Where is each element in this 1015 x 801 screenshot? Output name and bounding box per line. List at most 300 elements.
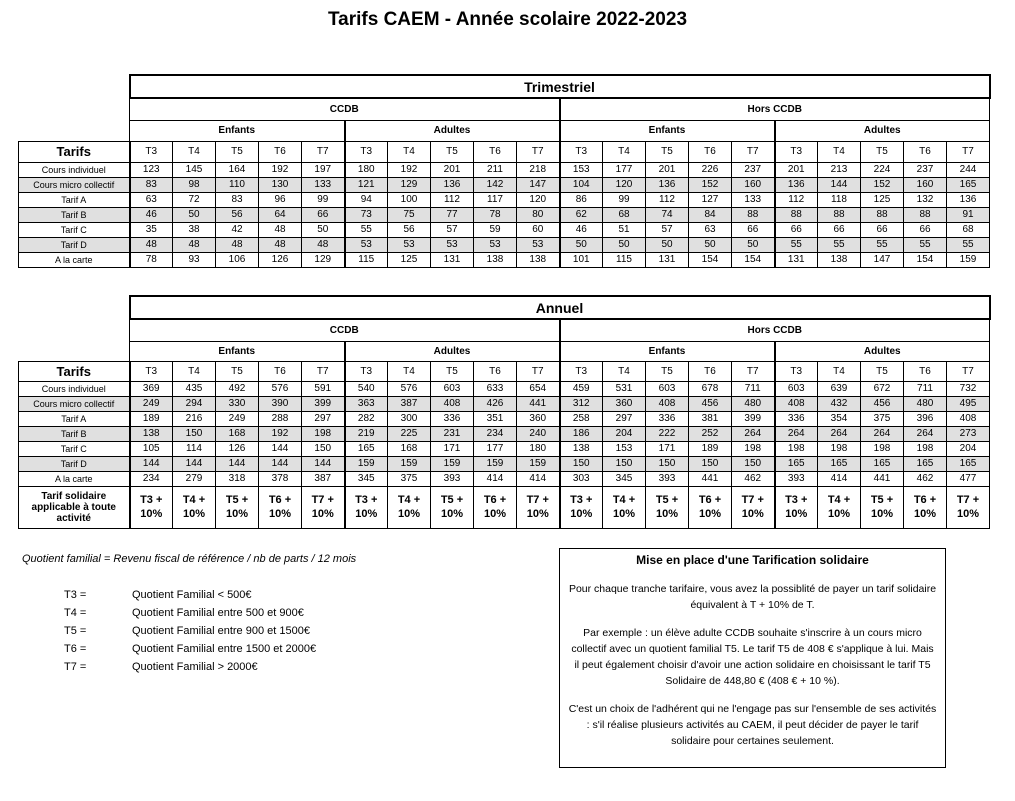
price-cell: 264 [818, 426, 861, 441]
price-cell: 345 [345, 471, 388, 486]
solidaire-cell: T5 + 10% [646, 486, 689, 528]
price-cell: 282 [345, 411, 388, 426]
price-cell: 177 [474, 441, 517, 456]
price-cell: 336 [646, 411, 689, 426]
price-cell: 104 [560, 177, 603, 192]
period-row [19, 75, 990, 98]
price-cell: 88 [775, 207, 818, 222]
price-cell: 50 [560, 237, 603, 252]
tranche-header: T4 [173, 361, 216, 381]
price-cell: 237 [904, 162, 947, 177]
tranche-header: T4 [388, 361, 431, 381]
price-cell: 112 [775, 192, 818, 207]
price-cell: 96 [259, 192, 302, 207]
price-cell: 64 [259, 207, 302, 222]
price-cell: 381 [689, 411, 732, 426]
price-cell: 72 [173, 192, 216, 207]
price-cell: 55 [947, 237, 990, 252]
price-cell: 297 [603, 411, 646, 426]
price-cell: 165 [775, 456, 818, 471]
tranche-header: T6 [259, 141, 302, 162]
price-cell: 125 [861, 192, 904, 207]
price-cell: 48 [216, 237, 259, 252]
price-cell: 165 [345, 441, 388, 456]
solidaire-cell: T3 + 10% [345, 486, 388, 528]
tranche-header: T3 [560, 141, 603, 162]
row-label: Cours micro collectif [19, 177, 130, 192]
tranche-header: T4 [603, 141, 646, 162]
price-cell: 495 [947, 396, 990, 411]
price-cell: 192 [388, 162, 431, 177]
solidaire-paragraph: C'est un choix de l'adhérent qui ne l'engage pas sur l'ensemble de ses activités : s'il réalise plusieurs activités au CAEM, il peut décider de payer le tarif solidaire pour certaines seulement. [568, 703, 937, 747]
price-cell: 120 [603, 177, 646, 192]
table-annuel [18, 295, 991, 529]
price-cell: 354 [818, 411, 861, 426]
solidaire-cell: T3 + 10% [130, 486, 173, 528]
price-cell: 456 [689, 396, 732, 411]
solidaire-cell: T6 + 10% [689, 486, 732, 528]
quotient-code: T7 = [64, 661, 87, 673]
quotient-row-t4 [64, 607, 316, 625]
price-cell: 136 [646, 177, 689, 192]
group-row [19, 120, 990, 141]
tranche-header: T7 [947, 141, 990, 162]
price-cell: 66 [818, 222, 861, 237]
price-cell: 150 [689, 456, 732, 471]
price-cell: 55 [345, 222, 388, 237]
tranche-header: T6 [689, 361, 732, 381]
tranche-header: T7 [517, 361, 560, 381]
price-cell: 50 [173, 207, 216, 222]
price-cell: 244 [947, 162, 990, 177]
price-cell: 198 [775, 441, 818, 456]
price-cell: 171 [646, 441, 689, 456]
price-cell: 186 [560, 426, 603, 441]
price-cell: 441 [689, 471, 732, 486]
price-cell: 531 [603, 381, 646, 396]
solidaire-info-box [559, 548, 946, 768]
price-cell: 678 [689, 381, 732, 396]
price-cell: 408 [947, 411, 990, 426]
price-cell: 50 [302, 222, 345, 237]
price-cell: 336 [431, 411, 474, 426]
price-cell: 192 [259, 162, 302, 177]
price-cell: 369 [130, 381, 173, 396]
price-cell: 414 [474, 471, 517, 486]
price-cell: 154 [904, 252, 947, 267]
price-cell: 144 [302, 456, 345, 471]
blank-cell [19, 75, 130, 98]
price-cell: 127 [689, 192, 732, 207]
period-row [19, 296, 990, 319]
price-cell: 165 [947, 456, 990, 471]
price-cell: 75 [388, 207, 431, 222]
price-cell: 378 [259, 471, 302, 486]
solidaire-cell: T3 + 10% [560, 486, 603, 528]
price-cell: 462 [904, 471, 947, 486]
row-label: A la carte [19, 252, 130, 267]
tariff-row [19, 471, 990, 486]
price-cell: 144 [173, 456, 216, 471]
price-cell: 177 [603, 162, 646, 177]
tariff-row [19, 426, 990, 441]
price-cell: 345 [603, 471, 646, 486]
price-cell: 50 [732, 237, 775, 252]
price-cell: 66 [775, 222, 818, 237]
quotient-row-t3 [64, 589, 316, 607]
price-cell: 94 [345, 192, 388, 207]
price-cell: 264 [775, 426, 818, 441]
price-cell: 68 [947, 222, 990, 237]
price-cell: 88 [732, 207, 775, 222]
price-cell: 441 [861, 471, 904, 486]
price-cell: 86 [560, 192, 603, 207]
price-cell: 201 [646, 162, 689, 177]
price-cell: 387 [302, 471, 345, 486]
price-cell: 330 [216, 396, 259, 411]
price-cell: 35 [130, 222, 173, 237]
price-cell: 435 [173, 381, 216, 396]
price-cell: 399 [732, 411, 775, 426]
blank-cell [19, 341, 130, 361]
price-cell: 99 [302, 192, 345, 207]
tranche-header: T7 [947, 361, 990, 381]
price-cell: 164 [216, 162, 259, 177]
price-cell: 160 [732, 177, 775, 192]
quotient-text: Quotient Familial < 500€ [132, 589, 252, 601]
price-cell: 198 [818, 441, 861, 456]
price-cell: 129 [302, 252, 345, 267]
price-cell: 60 [517, 222, 560, 237]
row-label: Tarif C [19, 222, 130, 237]
row-label: Tarif B [19, 426, 130, 441]
row-label: Cours individuel [19, 162, 130, 177]
solidaire-cell: T4 + 10% [388, 486, 431, 528]
price-cell: 142 [474, 177, 517, 192]
price-cell: 114 [173, 441, 216, 456]
price-cell: 336 [775, 411, 818, 426]
quotient-row-t5 [64, 625, 316, 643]
price-cell: 152 [861, 177, 904, 192]
price-cell: 591 [302, 381, 345, 396]
tariff-row [19, 192, 990, 207]
tranche-row [19, 141, 990, 162]
tranche-header: T3 [345, 361, 388, 381]
price-cell: 99 [603, 192, 646, 207]
price-cell: 125 [388, 252, 431, 267]
solidaire-title: Mise en place d'une Tarification solidaire [636, 553, 869, 567]
group-header: Enfants [560, 341, 775, 361]
tranche-header: T6 [904, 141, 947, 162]
price-cell: 264 [732, 426, 775, 441]
price-cell: 152 [689, 177, 732, 192]
tranche-header: T7 [732, 361, 775, 381]
tranche-header: T5 [861, 141, 904, 162]
quotient-text: Quotient Familial entre 900 et 1500€ [132, 625, 310, 637]
price-cell: 603 [775, 381, 818, 396]
price-cell: 204 [603, 426, 646, 441]
tranche-header: T4 [818, 361, 861, 381]
price-cell: 231 [431, 426, 474, 441]
price-cell: 66 [904, 222, 947, 237]
solidaire-cell: T7 + 10% [302, 486, 345, 528]
price-cell: 48 [259, 237, 302, 252]
price-cell: 160 [904, 177, 947, 192]
group-header: Enfants [130, 120, 345, 141]
price-cell: 46 [130, 207, 173, 222]
tariff-row [19, 207, 990, 222]
quotient-text: Quotient Familial entre 1500 et 2000€ [132, 643, 317, 655]
price-cell: 297 [302, 411, 345, 426]
row-label: Cours micro collectif [19, 396, 130, 411]
price-cell: 131 [646, 252, 689, 267]
price-cell: 88 [861, 207, 904, 222]
price-cell: 603 [646, 381, 689, 396]
tarifs-header: Tarifs [19, 361, 130, 381]
price-cell: 150 [732, 456, 775, 471]
price-cell: 136 [947, 192, 990, 207]
price-cell: 408 [646, 396, 689, 411]
price-cell: 351 [474, 411, 517, 426]
price-cell: 273 [947, 426, 990, 441]
price-cell: 53 [431, 237, 474, 252]
price-cell: 55 [818, 237, 861, 252]
price-cell: 211 [474, 162, 517, 177]
price-cell: 387 [388, 396, 431, 411]
row-label: Tarif D [19, 237, 130, 252]
price-cell: 144 [818, 177, 861, 192]
price-cell: 136 [775, 177, 818, 192]
price-cell: 48 [302, 237, 345, 252]
price-cell: 264 [904, 426, 947, 441]
tariff-row [19, 222, 990, 237]
quotient-code: T4 = [64, 607, 87, 619]
row-label: Tarif A [19, 192, 130, 207]
blank-cell [19, 98, 130, 120]
group-header: Adultes [775, 341, 990, 361]
price-cell: 159 [345, 456, 388, 471]
group-header: Adultes [775, 120, 990, 141]
solidaire-cell: T6 + 10% [474, 486, 517, 528]
price-cell: 198 [861, 441, 904, 456]
solidaire-cell: T7 + 10% [732, 486, 775, 528]
price-cell: 150 [603, 456, 646, 471]
price-cell: 110 [216, 177, 259, 192]
price-cell: 53 [345, 237, 388, 252]
blank-cell [19, 319, 130, 341]
price-cell: 126 [259, 252, 302, 267]
price-cell: 53 [388, 237, 431, 252]
price-cell: 154 [689, 252, 732, 267]
price-cell: 153 [603, 441, 646, 456]
tariff-row [19, 441, 990, 456]
price-cell: 55 [775, 237, 818, 252]
tranche-header: T3 [560, 361, 603, 381]
price-cell: 603 [431, 381, 474, 396]
price-cell: 390 [259, 396, 302, 411]
price-cell: 120 [517, 192, 560, 207]
tranche-header: T5 [216, 361, 259, 381]
price-cell: 80 [517, 207, 560, 222]
price-cell: 133 [302, 177, 345, 192]
price-cell: 83 [130, 177, 173, 192]
price-cell: 633 [474, 381, 517, 396]
price-cell: 129 [388, 177, 431, 192]
quotient-text: Quotient Familial > 2000€ [132, 661, 258, 673]
price-cell: 55 [861, 237, 904, 252]
price-cell: 576 [259, 381, 302, 396]
price-cell: 132 [904, 192, 947, 207]
tranche-header: T7 [302, 361, 345, 381]
price-cell: 101 [560, 252, 603, 267]
tranche-header: T3 [130, 361, 173, 381]
price-cell: 57 [431, 222, 474, 237]
price-cell: 62 [560, 207, 603, 222]
price-cell: 68 [603, 207, 646, 222]
group-header: Adultes [345, 341, 560, 361]
page-title: Tarifs CAEM - Année scolaire 2022-2023 [327, 9, 688, 30]
price-cell: 219 [345, 426, 388, 441]
price-cell: 159 [388, 456, 431, 471]
price-cell: 303 [560, 471, 603, 486]
price-cell: 375 [388, 471, 431, 486]
price-cell: 48 [259, 222, 302, 237]
price-cell: 150 [302, 441, 345, 456]
table-trimestriel [18, 74, 991, 268]
quotient-row-t7 [64, 661, 316, 679]
price-cell: 88 [904, 207, 947, 222]
price-cell: 540 [345, 381, 388, 396]
price-cell: 63 [689, 222, 732, 237]
row-label: A la carte [19, 471, 130, 486]
price-cell: 57 [646, 222, 689, 237]
quotient-code: T3 = [64, 589, 87, 601]
quotient-list [64, 589, 316, 679]
solidaire-paragraph: Pour chaque tranche tarifaire, vous avez la possiblité de payer un tarif solidaire équivalent à T + 10% de T. [568, 583, 937, 611]
group-row [19, 341, 990, 361]
price-cell: 165 [904, 456, 947, 471]
price-cell: 165 [861, 456, 904, 471]
price-cell: 252 [689, 426, 732, 441]
price-cell: 672 [861, 381, 904, 396]
solidaire-cell: T3 + 10% [775, 486, 818, 528]
price-cell: 237 [732, 162, 775, 177]
price-cell: 249 [130, 396, 173, 411]
tariff-row [19, 456, 990, 471]
price-cell: 201 [431, 162, 474, 177]
zone-header: Hors CCDB [560, 319, 990, 341]
price-cell: 168 [216, 426, 259, 441]
price-cell: 456 [861, 396, 904, 411]
price-cell: 117 [474, 192, 517, 207]
price-cell: 396 [904, 411, 947, 426]
price-cell: 91 [947, 207, 990, 222]
price-cell: 56 [216, 207, 259, 222]
price-cell: 138 [818, 252, 861, 267]
price-cell: 225 [388, 426, 431, 441]
tranche-header: T7 [732, 141, 775, 162]
price-cell: 224 [861, 162, 904, 177]
price-cell: 66 [732, 222, 775, 237]
price-cell: 576 [388, 381, 431, 396]
price-cell: 414 [818, 471, 861, 486]
price-cell: 165 [947, 177, 990, 192]
tranche-header: T3 [775, 141, 818, 162]
tranche-header: T5 [861, 361, 904, 381]
price-cell: 375 [861, 411, 904, 426]
tranche-row [19, 361, 990, 381]
blank-cell [19, 296, 130, 319]
price-cell: 48 [173, 237, 216, 252]
price-cell: 138 [560, 441, 603, 456]
tranche-header: T6 [904, 361, 947, 381]
price-cell: 192 [259, 426, 302, 441]
solidaire-cell: T7 + 10% [947, 486, 990, 528]
price-cell: 144 [259, 456, 302, 471]
price-cell: 136 [431, 177, 474, 192]
price-cell: 393 [646, 471, 689, 486]
tariff-row [19, 381, 990, 396]
solidaire-cell: T4 + 10% [818, 486, 861, 528]
price-cell: 53 [474, 237, 517, 252]
price-cell: 294 [173, 396, 216, 411]
solidaire-cell: T5 + 10% [861, 486, 904, 528]
price-cell: 121 [345, 177, 388, 192]
solidaire-paragraph: Par exemple : un élève adulte CCDB souhaite s'inscrire à un cours micro collectif avec un quotient familial T5. Le tarif T5 de 408 € s'applique à lui. Mais il peut également choisir d'avoir une action solidaire en choisissant le tarif T5 Solidaire de 448,80 € (408 € + 10 %). [571, 627, 934, 687]
quotient-formula: Quotient familial = Revenu fiscal de référence / nb de parts / 12 mois [22, 553, 357, 565]
price-cell: 159 [947, 252, 990, 267]
price-cell: 171 [431, 441, 474, 456]
price-cell: 133 [732, 192, 775, 207]
price-cell: 189 [689, 441, 732, 456]
price-cell: 55 [904, 237, 947, 252]
price-cell: 159 [474, 456, 517, 471]
price-cell: 189 [130, 411, 173, 426]
price-cell: 462 [732, 471, 775, 486]
solidaire-cell: T5 + 10% [431, 486, 474, 528]
tranche-header: T6 [474, 141, 517, 162]
price-cell: 198 [904, 441, 947, 456]
zone-row [19, 319, 990, 341]
price-cell: 180 [345, 162, 388, 177]
price-cell: 138 [474, 252, 517, 267]
zone-header: CCDB [130, 319, 560, 341]
solidaire-cell: T6 + 10% [259, 486, 302, 528]
price-cell: 93 [173, 252, 216, 267]
tarifs-header: Tarifs [19, 141, 130, 162]
price-cell: 50 [603, 237, 646, 252]
price-cell: 408 [775, 396, 818, 411]
price-cell: 83 [216, 192, 259, 207]
price-cell: 198 [302, 426, 345, 441]
tranche-header: T7 [517, 141, 560, 162]
price-cell: 131 [775, 252, 818, 267]
price-cell: 112 [646, 192, 689, 207]
price-cell: 106 [216, 252, 259, 267]
tranche-header: T5 [646, 141, 689, 162]
price-cell: 50 [689, 237, 732, 252]
price-cell: 50 [646, 237, 689, 252]
tranche-header: T4 [173, 141, 216, 162]
price-cell: 408 [431, 396, 474, 411]
tariff-row [19, 396, 990, 411]
tranche-header: T7 [302, 141, 345, 162]
price-cell: 126 [216, 441, 259, 456]
group-header: Enfants [130, 341, 345, 361]
quotient-text: Quotient Familial entre 500 et 900€ [132, 607, 304, 619]
solidaire-cell: T7 + 10% [517, 486, 560, 528]
price-cell: 165 [818, 456, 861, 471]
